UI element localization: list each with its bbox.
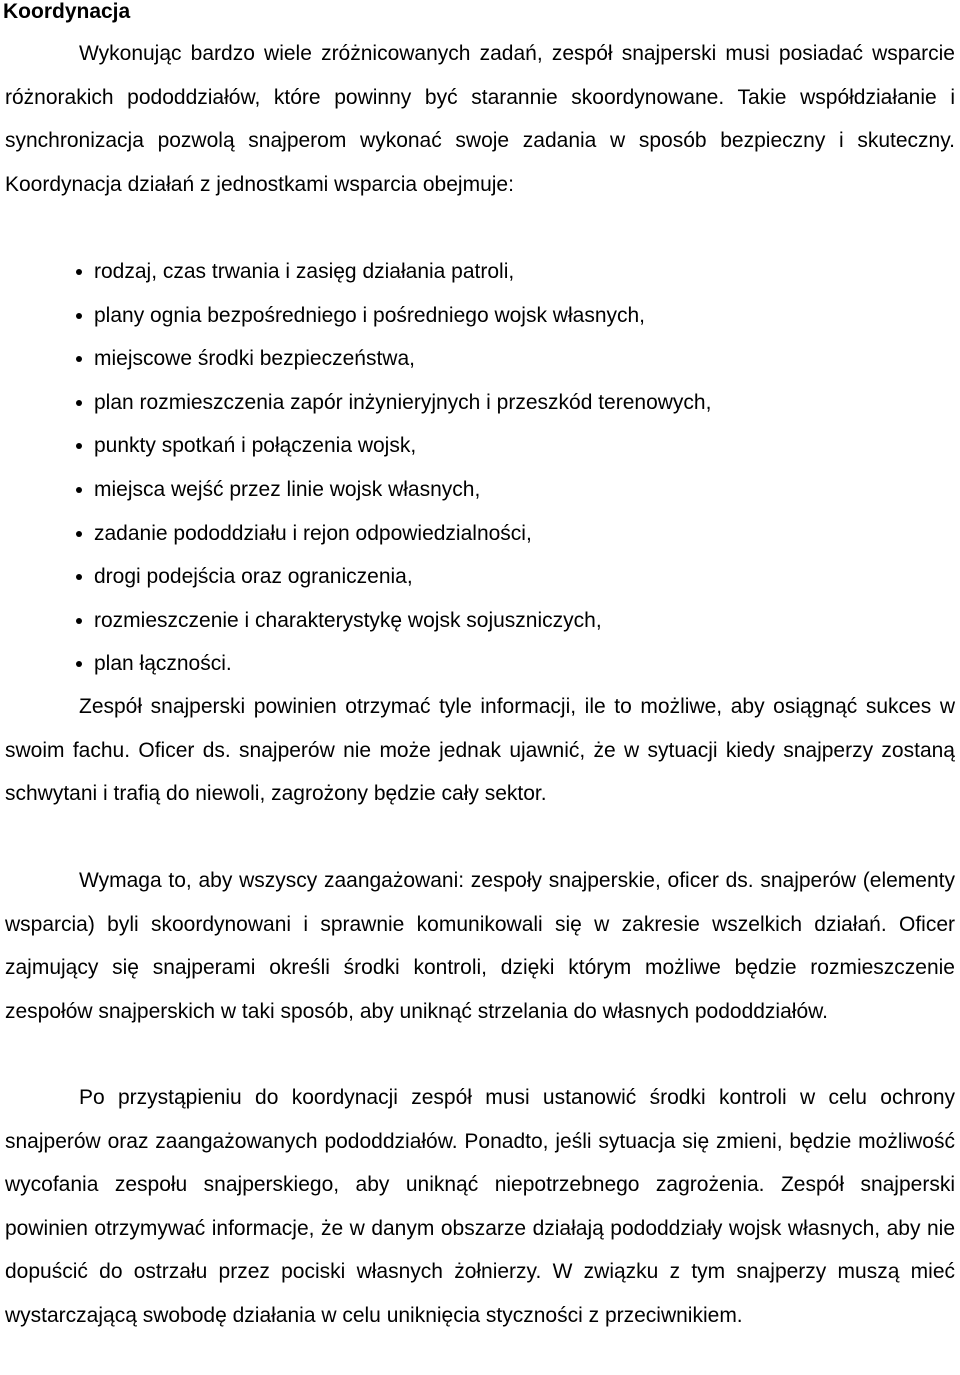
list-item: [0, 512, 711, 556]
list-item: [0, 599, 711, 643]
list-item-text: zadanie pododdziału i rejon odpowiedzialności,: [94, 521, 532, 545]
paragraph-information: Zespół snajperski powinien otrzymać tyle informacji, ile to możliwe, aby osiągnąć sukces w swoim fachu. Oficer ds. snajperów nie może jednak ujawnić, że w sytuacji kiedy snajperzy zostaną schwytani i trafią do niewoli, zagrożony będzie cały sektor.: [5, 695, 955, 806]
list-item-text: drogi podejścia oraz ograniczenia,: [94, 565, 413, 589]
list-item-text: plany ognia bezpośredniego i pośredniego wojsk własnych,: [94, 303, 646, 327]
list-item-text: punkty spotkań i połączenia wojsk,: [94, 434, 417, 458]
paragraph-control-measures: Po przystąpieniu do koordynacji zespół musi ustanowić środki kontroli w celu ochrony snajperów oraz zaangażowanych pododdziałów. Ponadto, jeśli sytuacja się zmieni, będzie możliwość wycofania zespołu snajperskiego, aby uniknąć niepotrzebnego zagrożenia. Zespół snajperski powinien otrzymywać informacje, że w danym obszarze działają pododdziały wojsk własnych, aby nie dopuścić do ostrzału przez pociski własnych żołnierzy. W związku z tym snajperzy muszą mieć wystarczającą swobodę działania w celu uniknięcia styczności z przeciwnikiem.: [5, 1086, 955, 1327]
bullet-icon: [76, 269, 82, 275]
bullet-icon: [76, 443, 82, 449]
list-item: [0, 337, 711, 381]
list-item-text: plan łączności.: [94, 652, 232, 676]
list-item-text: miejscowe środki bezpieczeństwa,: [94, 347, 415, 371]
bullet-icon: [76, 661, 82, 667]
bullet-icon: [76, 574, 82, 580]
list-item: [0, 468, 711, 512]
bullet-icon: [76, 313, 82, 319]
section-heading: Koordynacja: [3, 0, 131, 23]
bullet-icon: [76, 531, 82, 537]
list-item: [0, 381, 711, 425]
bullet-icon: [76, 356, 82, 362]
paragraph-communication: Wymaga to, aby wszyscy zaangażowani: zespoły snajperskie, oficer ds. snajperów (elementy wsparcia) byli skoordynowani i sprawnie komunikowali się w zakresie wszelkich działań. Oficer zajmujący się snajperami określi środki kontroli, dzięki którym możliwe będzie rozmieszczenie zespołów snajperskich w taki sposób, aby uniknąć strzelania do własnych pododdziałów.: [5, 869, 955, 1023]
list-item: [0, 294, 711, 338]
list-item: [0, 250, 711, 294]
list-item: [0, 555, 711, 599]
support-coordination-list: [0, 250, 711, 686]
list-item-text: plan rozmieszczenia zapór inżynieryjnych i przeszkód terenowych,: [94, 390, 712, 414]
paragraph-intro: Wykonując bardzo wiele zróżnicowanych zadań, zespół snajperski musi posiadać wsparcie różnorakich pododdziałów, które powinny być starannie skoordynowane. Takie współdziałanie i synchronizacja pozwolą snajperom wykonać swoje zadania w sposób bezpieczny i skuteczny. Koordynacja działań z jednostkami wsparcia obejmuje:: [5, 42, 955, 196]
bullet-icon: [76, 618, 82, 624]
bullet-icon: [76, 487, 82, 493]
list-item-text: rozmieszczenie i charakterystykę wojsk sojuszniczych,: [94, 608, 602, 632]
list-item: [0, 424, 711, 468]
list-item-text: miejsca wejść przez linie wojsk własnych,: [94, 477, 481, 501]
list-item: [0, 642, 711, 686]
list-item-text: rodzaj, czas trwania i zasięg działania patroli,: [94, 260, 515, 283]
bullet-icon: [76, 400, 82, 406]
